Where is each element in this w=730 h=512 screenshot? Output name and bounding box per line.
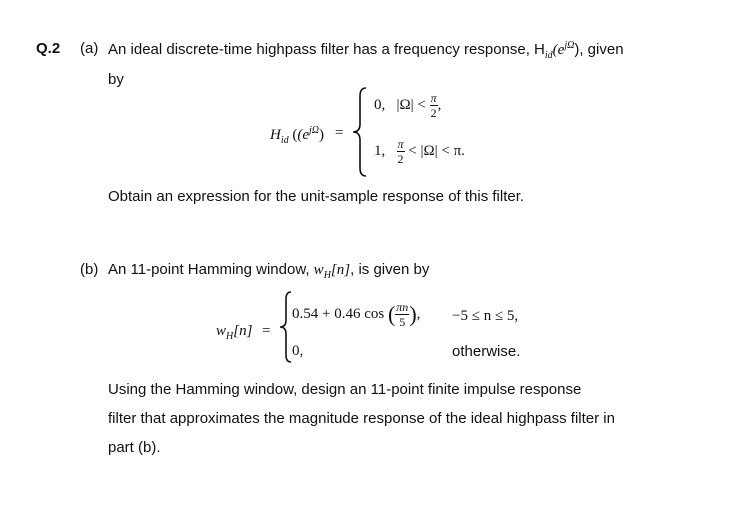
eq-a-case2-fraction: [397, 138, 405, 165]
eq-a-case2-frac-den: 2: [397, 152, 404, 166]
eq-b-case2-condition: otherwise.: [452, 343, 521, 360]
part-a-intro-line: [108, 40, 624, 61]
eq-a-lhs-close: ): [319, 127, 325, 143]
eq-a-case1-frac-den: 2: [430, 106, 437, 120]
eq-a-case2-frac-num: π: [397, 137, 404, 151]
eq-a-case1-fraction: [430, 92, 438, 119]
eq-a-brace: [350, 86, 368, 178]
part-b-label: (b): [80, 261, 99, 278]
question-number: Q.2: [36, 40, 61, 57]
part-a-intro-superscript: jΩ: [564, 40, 575, 51]
eq-a-case2-value: 1,: [374, 142, 386, 159]
part-a-intro-arg: (e: [552, 42, 565, 58]
part-b-intro-text: An 11-point Hamming window,: [108, 261, 314, 278]
part-b-intro-arg: [n]: [330, 262, 351, 278]
part-b-instruction-line1: Using the Hamming window, design an 11-point finite impulse response: [108, 381, 582, 398]
eq-a-case1-condition: |Ω| <: [396, 96, 426, 113]
eq-b-open-paren: (: [387, 301, 396, 327]
eq-a-lhs-open: (: [288, 127, 298, 143]
eq-a-lhs-superscript: jΩ: [309, 125, 320, 136]
eq-a-lhs-subscript: id: [280, 135, 289, 146]
eq-a-equals: =: [335, 125, 344, 141]
eq-b-close-paren: ): [409, 301, 417, 327]
eq-b-case1-frac-den: 5: [399, 315, 406, 329]
part-a-intro-subscript: id: [544, 50, 553, 61]
eq-b-lhs-w: w: [216, 323, 227, 339]
part-b-intro-subscript: H: [323, 270, 331, 281]
eq-b-lhs-arg: [n]: [233, 323, 253, 339]
eq-a-case2: [374, 138, 465, 165]
eq-b-brace: [277, 290, 293, 364]
eq-b-case1-fraction: [395, 301, 409, 328]
part-b-intro-suffix: , is given by: [350, 261, 430, 278]
eq-a-case2-condition: < |Ω| < π.: [408, 142, 465, 159]
eq-b-case1-frac-num: πn: [396, 300, 409, 314]
eq-b-lhs-subscript: H: [226, 331, 234, 342]
eq-a-case1: [374, 92, 441, 119]
part-b-instruction-line2: filter that approximates the magnitude response of the ideal highpass filter in: [108, 410, 615, 427]
eq-a-lhs: [270, 125, 324, 146]
part-a-instruction: Obtain an expression for the unit-sample response of this filter.: [108, 188, 525, 205]
eq-b-equals: =: [262, 323, 271, 339]
eq-b-case2-value: 0,: [292, 343, 304, 359]
eq-b-lhs: [216, 323, 252, 342]
eq-a-lhs-h: H: [270, 127, 281, 143]
eq-a-case1-value: 0,: [374, 96, 386, 113]
eq-b-case1-comma: ,: [416, 305, 421, 322]
eq-b-case1: [292, 301, 420, 328]
part-a-intro-text: An ideal discrete-time highpass filter has a frequency response, H: [108, 41, 545, 58]
eq-b-case1-expression: 0.54 + 0.46 cos: [292, 305, 385, 322]
eq-a-case1-frac-num: π: [430, 91, 437, 105]
part-a-intro-tail: ), given: [574, 41, 624, 58]
part-a-intro-line2: by: [108, 71, 124, 88]
eq-a-lhs-arg: (e: [297, 127, 310, 143]
part-a-label: (a): [80, 40, 99, 57]
eq-b-case1-condition: −5 ≤ n ≤ 5,: [452, 308, 519, 324]
part-b-intro-w: w: [313, 262, 324, 278]
part-b-intro-line: [108, 261, 429, 281]
eq-a-case1-trailing: ,: [437, 96, 442, 113]
part-b-instruction-line3: part (b).: [108, 439, 161, 456]
